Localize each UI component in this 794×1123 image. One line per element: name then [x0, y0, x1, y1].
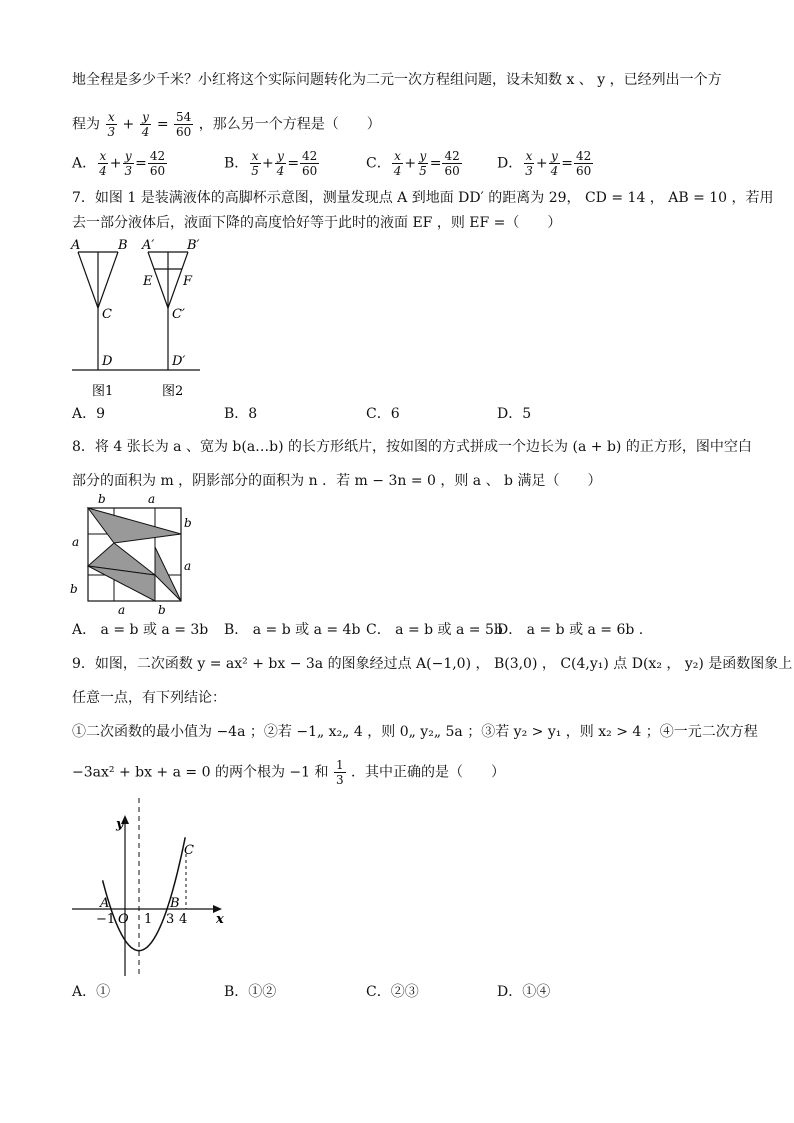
q6-eq-frac-x: $\frac{x}{3}$ — [107, 110, 116, 139]
q7-label-e: E — [143, 274, 153, 289]
q9-option-a: A．① — [72, 984, 111, 1000]
q8-label-left-b: b — [70, 582, 78, 596]
q9-option-b: B．①② — [224, 984, 277, 1000]
q7-label-a-prime: A′ — [142, 238, 155, 253]
q7-label-d: D — [102, 354, 113, 369]
q8-tiling-figure — [66, 490, 196, 618]
q6-line2-suffix: ，那么另一个方程是（ ） — [198, 116, 381, 133]
q7-caption-fig2: 图2 — [162, 384, 184, 399]
q8-label-bottom-a: a — [118, 603, 126, 617]
q6-eq-equals: = — [156, 116, 169, 133]
q9-label-x: x — [216, 912, 224, 927]
q6-eq-plus: + — [122, 116, 135, 133]
q7-text-line2: 去一部分液体后，液面下降的高度恰好等于此时的液面 EF ，则 EF =（ ） — [72, 215, 562, 231]
q9-option-d: D．①④ — [497, 984, 551, 1000]
q8-option-a: A． a = b 或 a = 3b — [72, 622, 209, 638]
q8-label-left-a: a — [72, 535, 80, 549]
q7-caption-fig1: 图1 — [92, 384, 114, 399]
q9-text-line3: ①二次函数的最小值为 −4a ；②若 −1„ x₂„ 4 ，则 0„ y₂„ 5a ；③若 y₂ > y₁ ，则 x₂ > 4 ；④一元二次方程 — [72, 724, 758, 740]
q9-text-line1: 9．如图，二次函数 y = ax² + bx − 3a 的图象经过点 A(−1,0) ， B(3,0) ， C(4,y₁) 点 D(x₂ ， y₂) 是函数图象上 — [72, 656, 793, 672]
q6-eq-frac-y: $\frac{y}{4}$ — [141, 110, 150, 139]
q6-option-b: B． $\frac{x}{5}$ + $\frac{y}{4}$ = $\frac{42}{60}$ — [224, 149, 318, 178]
q8-label-bottom-b: b — [158, 603, 166, 617]
q8-label-top-a: a — [148, 492, 156, 506]
q7-option-b: B．8 — [224, 406, 258, 422]
q7-fig1-cup-right — [98, 252, 118, 308]
q8-label-right-b: b — [184, 516, 192, 530]
q6-text-line1: 地全程是多少千米？小红将这个实际问题转化为二元一次方程组问题，设未知数 x 、 y ，已经列出一个方 — [72, 72, 722, 88]
q9-label-origin: O — [118, 912, 129, 927]
q8-text-line1: 8．将 4 张长为 a 、宽为 b(a…b) 的长方形纸片，按如图的方式拼成一个边长为 (a + b) 的正方形，图中空白 — [72, 439, 752, 455]
q9-text-line2: 任意一点，有下列结论： — [72, 690, 226, 706]
q6-text-line2 — [72, 110, 381, 139]
q6-eq-frac-right: $\frac{54}{60}$ — [176, 110, 192, 139]
q8-label-top-b: b — [98, 492, 106, 506]
q8-option-b: B． a = b 或 a = 4b — [224, 622, 361, 638]
q6-option-a: A． $\frac{x}{4}$ + $\frac{y}{3}$ = $\frac{42}{60}$ — [72, 149, 166, 178]
q6-line2-prefix: 程为 — [72, 116, 100, 133]
q7-label-a: A — [71, 238, 81, 253]
q9-root-fraction: $\frac{1}{3}$ — [335, 758, 344, 787]
q9-parabola-graph — [66, 796, 236, 981]
q7-option-a: A．9 — [72, 406, 106, 422]
q7-goblet-figure — [60, 232, 210, 402]
q8-option-c: C． a = b 或 a = 5b — [366, 622, 503, 638]
q7-label-f: F — [183, 274, 193, 289]
q7-fig1-cup-left — [78, 252, 98, 308]
q7-label-d-prime: D′ — [172, 354, 186, 369]
q9-tick-3: 3 — [166, 912, 175, 927]
q9-label-a: A — [100, 896, 110, 911]
q7-text-line1: 7．如图 1 是装满液体的高脚杯示意图，测量发现点 A 到地面 DD′ 的距离为 29， CD = 14 ， AB = 10 ，若用 — [72, 190, 774, 206]
q7-option-d: D．5 — [497, 406, 532, 422]
q9-line4-suffix: ．其中正确的是（ ） — [351, 764, 506, 781]
q6-option-c: C． $\frac{x}{4}$ + $\frac{y}{5}$ = $\frac{42}{60}$ — [366, 149, 460, 178]
q9-line4-prefix: −3ax² + bx + a = 0 的两个根为 −1 和 — [72, 764, 329, 781]
q9-tick-minus1: −1 — [96, 912, 116, 927]
q9-parabola-curve — [103, 837, 186, 950]
q7-label-b-prime: B′ — [187, 238, 200, 253]
q9-label-y: y — [116, 817, 124, 832]
q7-label-c: C — [102, 307, 112, 322]
q8-label-right-a: a — [184, 559, 192, 573]
q7-label-c-prime: C′ — [172, 307, 185, 322]
q9-tick-1: 1 — [144, 912, 153, 927]
q9-text-line4 — [72, 758, 505, 787]
q7-option-c: C．6 — [366, 406, 400, 422]
q7-label-b: B — [118, 238, 128, 253]
q9-label-c: C — [184, 843, 194, 858]
q9-tick-4: 4 — [179, 912, 188, 927]
q6-option-d: D． $\frac{x}{3}$ + $\frac{y}{4}$ = $\frac{42}{60}$ — [497, 149, 592, 178]
q9-option-c: C．②③ — [366, 984, 419, 1000]
q8-shaded-triangle-right — [155, 547, 181, 601]
q8-option-d: D． a = b 或 a = 6b . — [497, 622, 644, 638]
q8-shaded-triangle-top — [88, 508, 181, 543]
q8-text-line2: 部分的面积为 m ，阴影部分的面积为 n ．若 m − 3n = 0 ，则 a 、 b 满足（ ） — [72, 473, 602, 489]
q9-label-b: B — [170, 896, 180, 911]
